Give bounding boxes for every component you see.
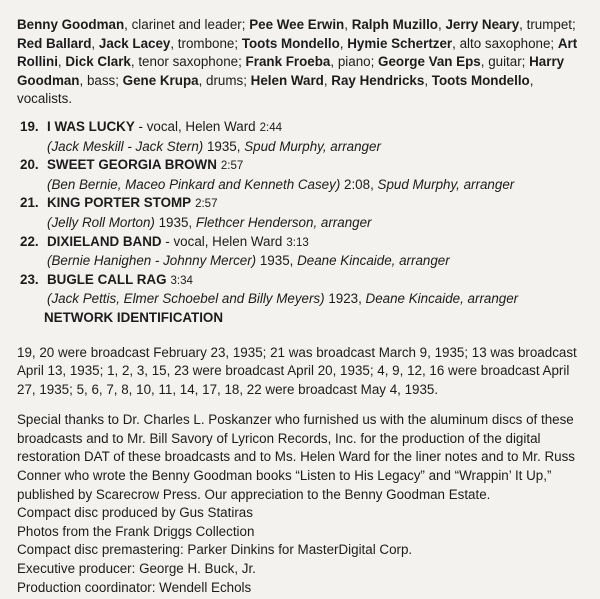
- musician-role: ,: [57, 54, 66, 70]
- musician-name: Pee Wee Erwin: [249, 17, 345, 32]
- musician-role: , clarinet and leader;: [124, 17, 250, 32]
- broadcast-dates-paragraph: 19, 20 were broadcast February 23, 1935; 21 was broadcast March 9, 1935; 13 was broadcast April 13, 1935; 1, 2, 3, 15, 23 were broadcast April 20, 1935; 4, 9, 12, 16 were broadcast April 27, 1935; 5, 6, 7, 8, 10, 11, 14, 17, 18, 22 were broadcast May 4, 1935.: [17, 344, 577, 397]
- track-entry: [20, 118, 586, 156]
- track-credit-segment: Deane Kincaide, arranger: [297, 253, 450, 269]
- musician-role: , guitar;: [480, 54, 530, 70]
- track-credits: [20, 214, 586, 233]
- musician-name: Benny Goodman: [17, 17, 125, 32]
- personnel-paragraph: [17, 16, 586, 109]
- track-credits: [20, 290, 586, 309]
- track-vocal-note: - vocal, Helen Ward: [134, 118, 256, 134]
- track-duration: 2:44: [259, 121, 282, 134]
- track-vocal-note: - vocal, Helen Ward: [161, 233, 283, 249]
- track-entry: [20, 156, 586, 194]
- track-title: SWEET GEORGIA BROWN: [47, 157, 217, 173]
- credits-block: [17, 411, 586, 597]
- musician-name: Ray Hendricks: [331, 72, 425, 88]
- credit-line: Compact disc produced by Gus Statiras: [17, 505, 253, 521]
- track-title: BUGLE CALL RAG: [47, 271, 167, 287]
- track-number: 23.: [20, 271, 39, 287]
- musician-name: Hymie Schertzer: [347, 35, 453, 51]
- musician-role: , piano;: [330, 54, 379, 70]
- track-credit-segment: (Ben Bernie, Maceo Pinkard and Kenneth Casey): [47, 176, 341, 192]
- track-header: [20, 233, 586, 253]
- musician-name: Ralph Muzillo: [351, 17, 438, 32]
- musician-name: Art Rollini: [17, 35, 578, 70]
- track-credit-segment: Deane Kincaide, arranger: [365, 291, 519, 307]
- track-credit-segment: 1935,: [256, 253, 298, 269]
- musician-role: , alto saxophone;: [452, 35, 558, 51]
- musician-role: ,: [344, 17, 352, 32]
- thanks-paragraph: Special thanks to Dr. Charles L. Poskanzer who furnished us with the aluminum discs of these broadcasts and to Mr. Bill Savory of Lyricon Records, Inc. for the production of the digital restoration DAT of these broadcasts and to Ms. Helen Ward for the liner notes and to Mr. Russ Conner who wrote the Benny Goodman books “Listen to His Legacy” and “Wrappin’ It Up,” published by Scarecrow Press. Our appreciation to the Benny Goodman Estate.: [17, 412, 575, 502]
- track-title: DIXIELAND BAND: [47, 233, 162, 249]
- track-header: [20, 118, 586, 138]
- track-entry: [20, 194, 586, 232]
- musician-role: , drums;: [198, 72, 251, 88]
- track-title: KING PORTER STOMP: [47, 195, 192, 211]
- track-header: [20, 156, 586, 176]
- credit-line: Compact disc premastering: Parker Dinkins for MasterDigital Corp.: [17, 542, 413, 558]
- track-duration: 3:13: [286, 236, 309, 249]
- musician-name: Toots Mondello: [241, 35, 340, 51]
- track-credit-segment: 2:08,: [340, 176, 378, 192]
- track-entry: [20, 271, 586, 309]
- musician-role: ,: [323, 72, 332, 88]
- musician-name: Helen Ward: [250, 72, 324, 88]
- track-credit-segment: 1935,: [154, 214, 196, 230]
- track-entry: [20, 233, 586, 271]
- musician-role: ,: [91, 35, 99, 51]
- musician-name: Harry Goodman: [17, 54, 565, 88]
- musician-name: Frank Froeba: [245, 54, 331, 70]
- credit-lines: [17, 504, 586, 597]
- track-credit-segment: (Bernie Hanighen - Johnny Mercer): [47, 253, 257, 269]
- musician-role: , trumpet;: [519, 17, 576, 32]
- track-header: [20, 271, 586, 291]
- track-duration: 2:57: [220, 160, 244, 173]
- track-credits: [20, 176, 586, 195]
- track-number: 19.: [20, 118, 39, 134]
- track-credits: [20, 252, 586, 271]
- musician-role: ,: [424, 72, 432, 88]
- track-number: 20.: [20, 157, 39, 173]
- musician-name: George Van Eps: [378, 54, 481, 70]
- track-duration: 3:34: [170, 274, 193, 287]
- track-header: [20, 194, 586, 214]
- track-credit-segment: Flethcer Henderson, arranger: [195, 214, 372, 230]
- track-list: [20, 118, 586, 309]
- track-credit-segment: (Jack Meskill - Jack Stern): [47, 138, 204, 154]
- track-duration: 2:57: [195, 198, 218, 211]
- credit-line: Production coordinator: Wendell Echols: [17, 579, 252, 595]
- musician-role: , tenor saxophone;: [130, 54, 246, 70]
- musician-role: , bass;: [79, 72, 123, 88]
- track-credit-segment: (Jelly Roll Morton): [47, 214, 155, 230]
- musician-name: Gene Krupa: [122, 72, 199, 88]
- musician-role: , vocalists.: [17, 72, 534, 107]
- musician-name: Jerry Neary: [445, 17, 520, 32]
- track-credits: [20, 138, 586, 157]
- musician-role: ,: [437, 17, 446, 32]
- track-title: I WAS LUCKY: [47, 118, 135, 134]
- network-identification: NETWORK IDENTIFICATION: [44, 309, 224, 325]
- credit-line: Photos from the Frank Driggs Collection: [17, 523, 255, 539]
- track-number: 22.: [20, 233, 39, 249]
- musician-name: Toots Mondello: [431, 72, 530, 88]
- track-credit-segment: 1935,: [203, 138, 245, 154]
- track-credit-segment: Spud Murphy, arranger: [377, 176, 515, 192]
- track-credit-segment: (Jack Pettis, Elmer Schoebel and Billy Meyers): [47, 291, 325, 307]
- musician-name: Dick Clark: [65, 54, 131, 70]
- musician-role: ,: [339, 35, 348, 51]
- musician-name: Red Ballard: [17, 35, 92, 51]
- musician-name: Jack Lacey: [98, 35, 171, 51]
- credit-line: Executive producer: George H. Buck, Jr.: [17, 561, 256, 577]
- track-credit-segment: Spud Murphy, arranger: [244, 138, 381, 154]
- track-number: 21.: [20, 195, 39, 211]
- track-credit-segment: 1923,: [324, 291, 366, 307]
- musician-role: , trombone;: [170, 35, 242, 51]
